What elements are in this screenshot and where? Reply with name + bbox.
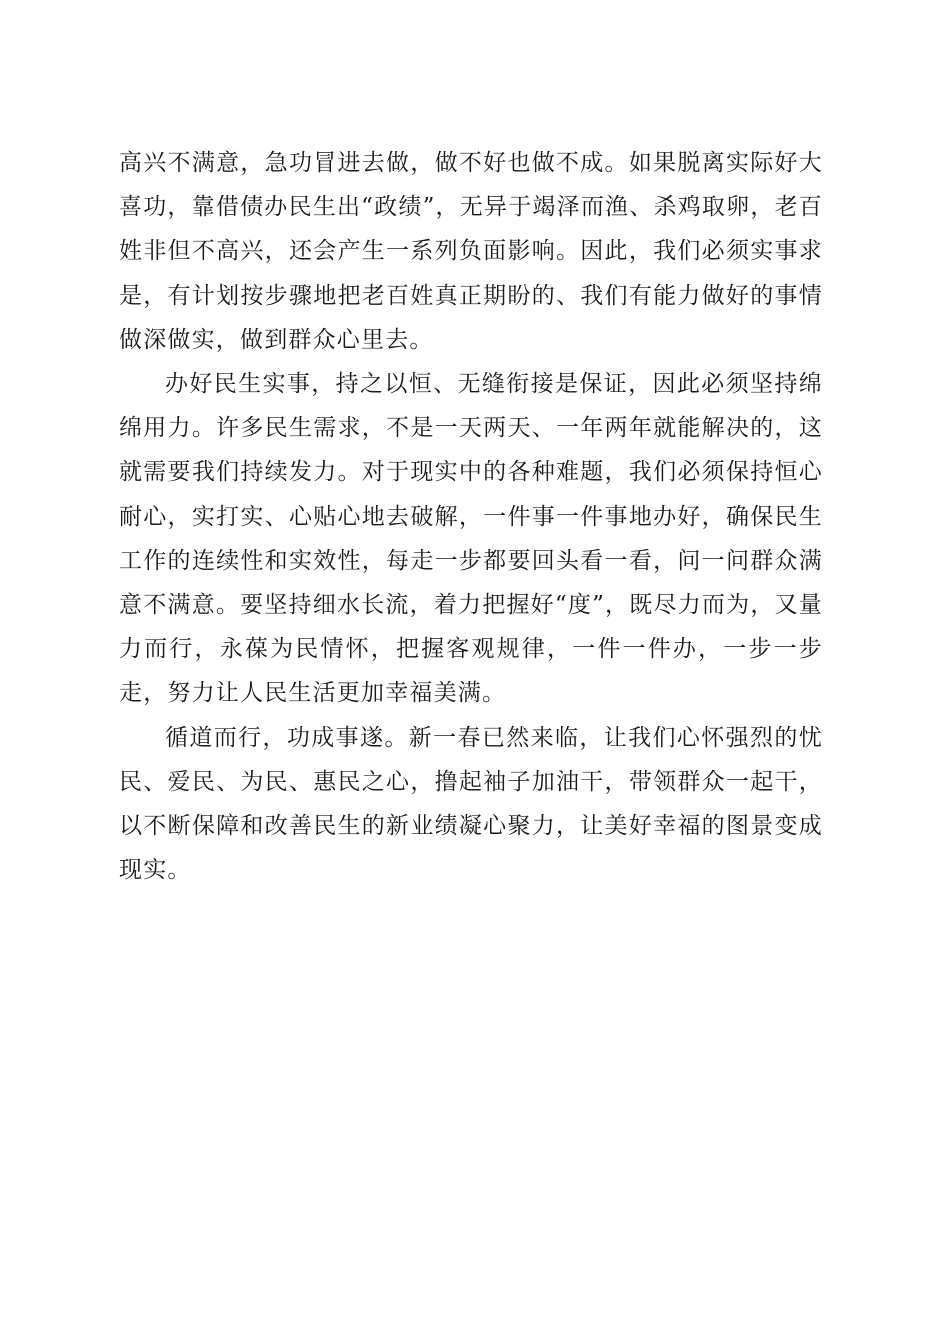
paragraph-continuation: 高兴不满意，急功冒进去做，做不好也做不成。如果脱离实际好大喜功，靠借债办民生出“政绩”，无异于竭泽而渔、杀鸡取卵，老百姓非但不高兴，还会产生一系列负面影响。因此，我们必须实事求是，有计划按步骤地把老百姓真正期盼的、我们有能力做好的事情做深做实，做到群众心里去。 xyxy=(119,150,823,353)
paragraph: 办好民生实事，持之以恒、无缝衔接是保证，因此必须坚持绵绵用力。许多民生需求，不是一天两天、一年两年就能解决的，这就需要我们持续发力。对于现实中的各种难题，我们必须保持恒心耐心，实打实、心贴心地去破解，一件事一件事地办好，确保民生工作的连续性和实效性，每走一步都要回头看一看，问一问群众满意不满意。要坚持细水长流，着力把握好“度”，既尽力而为，又量力而行，永葆为民情怀，把握客观规律，一件一件办，一步一步走，努力让人民生活更加幸福美满。 xyxy=(119,371,823,707)
paragraph: 循道而行，功成事遂。新一春已然来临，让我们心怀强烈的忧民、爱民、为民、惠民之心，撸起袖子加油干，带领群众一起干，以不断保障和改善民生的新业绩凝心聚力，让美好幸福的图景变成现实。 xyxy=(119,724,823,884)
document-body xyxy=(119,141,823,892)
